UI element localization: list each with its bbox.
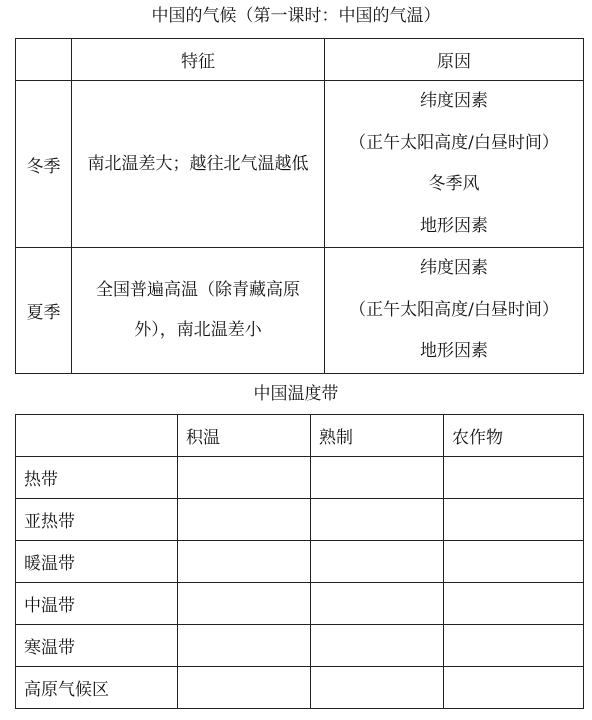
reason-line: 冬季风 [428, 174, 480, 194]
table2-header-blank [16, 415, 178, 457]
season-label-summer: 夏季 [16, 248, 72, 374]
table-row [16, 499, 584, 541]
table1-header-feature: 特征 [72, 39, 325, 81]
zone-label: 亚热带 [16, 499, 178, 541]
temperature-characteristics-table [15, 38, 584, 374]
reason-line: 地形因素 [420, 215, 488, 236]
empty-cell[interactable] [311, 667, 444, 709]
feature-summer: 全国普遍高温（除青藏高原外），南北温差小 [72, 248, 325, 374]
temperature-zones-table [15, 414, 584, 709]
empty-cell[interactable] [444, 625, 584, 667]
empty-cell[interactable] [444, 583, 584, 625]
reasons-winter [325, 81, 584, 248]
zone-label: 寒温带 [16, 625, 178, 667]
reason-line: 纬度因素 [420, 91, 488, 111]
empty-cell[interactable] [311, 625, 444, 667]
table2-header-crops: 农作物 [444, 415, 584, 457]
feature-winter: 南北温差大；越往北气温越低 [72, 81, 325, 248]
reasons-summer [325, 248, 584, 374]
table-row [16, 625, 584, 667]
empty-cell[interactable] [178, 457, 311, 499]
zone-label: 暖温带 [16, 541, 178, 583]
table1-title: 中国的气候（第一课时：中国的气温） [151, 6, 441, 26]
table2-title: 中国温度带 [253, 384, 339, 404]
table2-header-cropping-system: 熟制 [311, 415, 444, 457]
table1-row-winter [16, 81, 584, 248]
empty-cell[interactable] [178, 541, 311, 583]
empty-cell[interactable] [311, 457, 444, 499]
zone-label: 热带 [16, 457, 178, 499]
empty-cell[interactable] [444, 457, 584, 499]
reason-line: 纬度因素 [420, 258, 488, 278]
table1-row-summer [16, 248, 584, 374]
table2-header-accumulated-temp: 积温 [178, 415, 311, 457]
zone-label: 高原气候区 [16, 667, 178, 709]
empty-cell[interactable] [444, 541, 584, 583]
empty-cell[interactable] [444, 499, 584, 541]
table-row [16, 457, 584, 499]
empty-cell[interactable] [444, 667, 584, 709]
empty-cell[interactable] [178, 583, 311, 625]
table-row [16, 583, 584, 625]
season-label-winter: 冬季 [16, 81, 72, 248]
table2-header-row [16, 415, 584, 457]
empty-cell[interactable] [311, 583, 444, 625]
empty-cell[interactable] [311, 541, 444, 583]
reason-line: 地形因素 [420, 341, 488, 361]
reason-line: （正午太阳高度/白昼时间） [349, 299, 559, 320]
zone-label: 中温带 [16, 583, 178, 625]
empty-cell[interactable] [178, 499, 311, 541]
empty-cell[interactable] [311, 499, 444, 541]
reason-line: （正午太阳高度/白昼时间） [349, 132, 559, 153]
table-row [16, 667, 584, 709]
table1-header-row [16, 39, 584, 81]
empty-cell[interactable] [178, 667, 311, 709]
table1-header-blank [16, 39, 72, 81]
table1-header-reason: 原因 [325, 39, 584, 81]
table-row [16, 541, 584, 583]
empty-cell[interactable] [178, 625, 311, 667]
